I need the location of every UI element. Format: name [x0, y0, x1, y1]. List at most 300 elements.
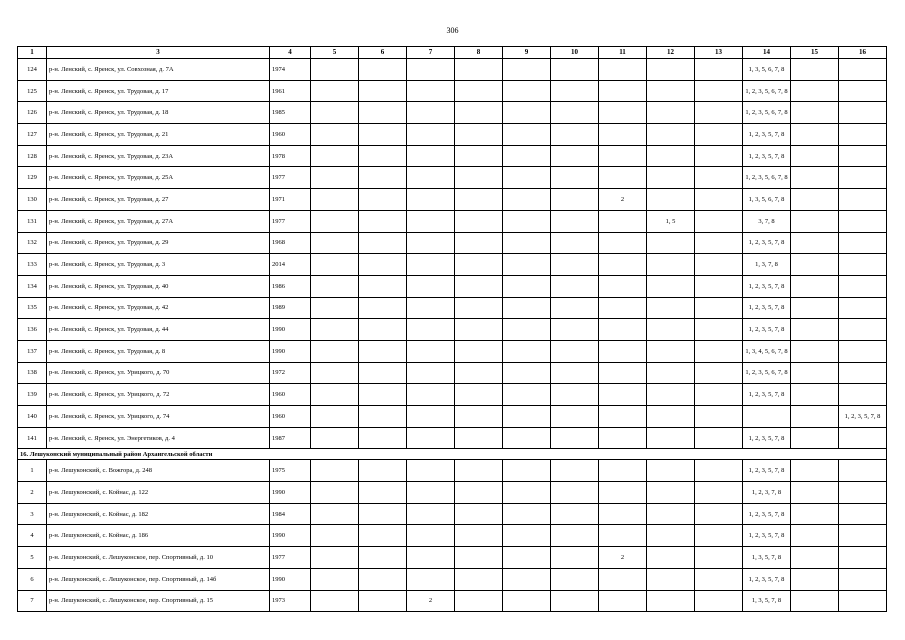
cell-c7 [407, 340, 455, 362]
row-number: 3 [18, 503, 47, 525]
cell-c13 [695, 406, 743, 428]
year-cell: 1973 [270, 590, 311, 612]
cell-c14: 1, 2, 3, 5, 6, 7, 8 [743, 362, 791, 384]
cell-c5 [311, 59, 359, 81]
cell-c14: 1, 3, 7, 8 [743, 254, 791, 276]
cell-c5 [311, 460, 359, 482]
cell-c7 [407, 124, 455, 146]
column-header: 16 [839, 47, 887, 59]
cell-c14: 1, 2, 3, 5, 6, 7, 8 [743, 167, 791, 189]
cell-c7 [407, 210, 455, 232]
address-cell: р-н. Лешуконский, с. Койнас, д. 122 [47, 482, 270, 504]
cell-c12 [647, 167, 695, 189]
cell-c9 [503, 427, 551, 449]
cell-c8 [455, 525, 503, 547]
cell-c6 [359, 124, 407, 146]
cell-c7 [407, 275, 455, 297]
cell-c11 [599, 80, 647, 102]
address-cell: р-н. Ленский, с. Яренск, ул. Трудовая, д. 27А [47, 210, 270, 232]
cell-c13 [695, 145, 743, 167]
cell-c7 [407, 59, 455, 81]
cell-c11 [599, 590, 647, 612]
cell-c9 [503, 525, 551, 547]
cell-c14: 1, 3, 5, 7, 8 [743, 590, 791, 612]
cell-c6 [359, 482, 407, 504]
row-number: 5 [18, 547, 47, 569]
cell-c11 [599, 568, 647, 590]
year-cell: 1990 [270, 340, 311, 362]
cell-c16 [839, 340, 887, 362]
cell-c10 [551, 297, 599, 319]
column-header: 7 [407, 47, 455, 59]
table-row [18, 297, 887, 319]
cell-c14: 1, 2, 3, 5, 6, 7, 8 [743, 102, 791, 124]
cell-c14: 1, 2, 3, 5, 7, 8 [743, 232, 791, 254]
row-number: 131 [18, 210, 47, 232]
cell-c10 [551, 145, 599, 167]
cell-c14: 3, 7, 8 [743, 210, 791, 232]
cell-c10 [551, 568, 599, 590]
cell-c15 [791, 547, 839, 569]
cell-c16 [839, 362, 887, 384]
cell-c13 [695, 167, 743, 189]
cell-c6 [359, 406, 407, 428]
table-row [18, 124, 887, 146]
cell-c15 [791, 254, 839, 276]
cell-c7: 2 [407, 590, 455, 612]
cell-c8 [455, 102, 503, 124]
cell-c6 [359, 275, 407, 297]
cell-c15 [791, 362, 839, 384]
cell-c15 [791, 124, 839, 146]
cell-c16 [839, 319, 887, 341]
cell-c15 [791, 568, 839, 590]
cell-c12 [647, 503, 695, 525]
cell-c12 [647, 275, 695, 297]
cell-c8 [455, 145, 503, 167]
table-body-lensky [18, 59, 887, 449]
row-number: 130 [18, 189, 47, 211]
cell-c14: 1, 2, 3, 5, 6, 7, 8 [743, 80, 791, 102]
cell-c15 [791, 525, 839, 547]
cell-c6 [359, 80, 407, 102]
cell-c8 [455, 59, 503, 81]
cell-c9 [503, 297, 551, 319]
cell-c15 [791, 145, 839, 167]
cell-c15 [791, 210, 839, 232]
address-cell: р-н. Ленский, с. Яренск, ул. Трудовая, д. 23А [47, 145, 270, 167]
cell-c5 [311, 482, 359, 504]
year-cell: 1960 [270, 124, 311, 146]
cell-c8 [455, 427, 503, 449]
cell-c7 [407, 319, 455, 341]
cell-c9 [503, 568, 551, 590]
cell-c12 [647, 189, 695, 211]
column-header: 3 [47, 47, 270, 59]
cell-c15 [791, 275, 839, 297]
cell-c11 [599, 275, 647, 297]
cell-c14: 1, 3, 4, 5, 6, 7, 8 [743, 340, 791, 362]
cell-c5 [311, 340, 359, 362]
cell-c10 [551, 482, 599, 504]
cell-c14: 1, 3, 5, 6, 7, 8 [743, 189, 791, 211]
cell-c9 [503, 254, 551, 276]
cell-c11 [599, 525, 647, 547]
cell-c13 [695, 189, 743, 211]
year-cell: 1961 [270, 80, 311, 102]
cell-c5 [311, 145, 359, 167]
row-number: 137 [18, 340, 47, 362]
row-number: 139 [18, 384, 47, 406]
cell-c6 [359, 59, 407, 81]
cell-c9 [503, 189, 551, 211]
cell-c6 [359, 297, 407, 319]
cell-c11 [599, 297, 647, 319]
cell-c9 [503, 384, 551, 406]
cell-c6 [359, 460, 407, 482]
cell-c12 [647, 297, 695, 319]
cell-c9 [503, 102, 551, 124]
cell-c15 [791, 297, 839, 319]
cell-c6 [359, 384, 407, 406]
address-cell: р-н. Ленский, с. Яренск, ул. Урицкого, д. 70 [47, 362, 270, 384]
address-cell: р-н. Ленский, с. Яренск, ул. Трудовая, д. 40 [47, 275, 270, 297]
table-row [18, 384, 887, 406]
cell-c8 [455, 124, 503, 146]
cell-c14: 1, 3, 5, 7, 8 [743, 547, 791, 569]
cell-c5 [311, 503, 359, 525]
cell-c11 [599, 102, 647, 124]
year-cell: 1972 [270, 362, 311, 384]
header-row [18, 47, 887, 59]
cell-c12 [647, 254, 695, 276]
cell-c14: 1, 2, 3, 5, 7, 8 [743, 124, 791, 146]
cell-c10 [551, 189, 599, 211]
cell-c5 [311, 232, 359, 254]
cell-c16 [839, 525, 887, 547]
cell-c11 [599, 59, 647, 81]
cell-c16 [839, 568, 887, 590]
cell-c10 [551, 102, 599, 124]
cell-c10 [551, 210, 599, 232]
cell-c6 [359, 568, 407, 590]
cell-c12 [647, 232, 695, 254]
cell-c12 [647, 80, 695, 102]
cell-c11 [599, 340, 647, 362]
table-row [18, 102, 887, 124]
year-cell: 1986 [270, 275, 311, 297]
column-header: 13 [695, 47, 743, 59]
cell-c16 [839, 102, 887, 124]
row-number: 4 [18, 525, 47, 547]
cell-c8 [455, 503, 503, 525]
cell-c9 [503, 406, 551, 428]
cell-c15 [791, 384, 839, 406]
cell-c7 [407, 460, 455, 482]
cell-c12 [647, 384, 695, 406]
cell-c7 [407, 102, 455, 124]
cell-c14: 1, 3, 5, 6, 7, 8 [743, 59, 791, 81]
cell-c13 [695, 275, 743, 297]
cell-c15 [791, 102, 839, 124]
cell-c10 [551, 406, 599, 428]
address-cell: р-н. Ленский, с. Яренск, ул. Урицкого, д. 74 [47, 406, 270, 428]
cell-c15 [791, 340, 839, 362]
cell-c11 [599, 319, 647, 341]
cell-c13 [695, 124, 743, 146]
column-header: 12 [647, 47, 695, 59]
table-row [18, 482, 887, 504]
cell-c12 [647, 568, 695, 590]
address-cell: р-н. Ленский, с. Яренск, ул. Трудовая, д. 21 [47, 124, 270, 146]
cell-c13 [695, 80, 743, 102]
table-row [18, 232, 887, 254]
cell-c8 [455, 167, 503, 189]
cell-c14: 1, 2, 3, 5, 7, 8 [743, 427, 791, 449]
row-number: 136 [18, 319, 47, 341]
cell-c10 [551, 167, 599, 189]
table-row [18, 210, 887, 232]
cell-c8 [455, 590, 503, 612]
cell-c14: 1, 2, 3, 5, 7, 8 [743, 275, 791, 297]
cell-c12 [647, 525, 695, 547]
address-cell: р-н. Ленский, с. Яренск, ул. Совхозная, д. 7А [47, 59, 270, 81]
cell-c9 [503, 210, 551, 232]
year-cell: 1990 [270, 319, 311, 341]
cell-c16 [839, 210, 887, 232]
cell-c5 [311, 362, 359, 384]
row-number: 125 [18, 80, 47, 102]
cell-c16 [839, 297, 887, 319]
cell-c12 [647, 59, 695, 81]
cell-c6 [359, 210, 407, 232]
cell-c6 [359, 362, 407, 384]
cell-c7 [407, 167, 455, 189]
cell-c12 [647, 427, 695, 449]
year-cell: 1990 [270, 482, 311, 504]
cell-c15 [791, 59, 839, 81]
cell-c14: 1, 2, 3, 5, 7, 8 [743, 525, 791, 547]
column-header: 9 [503, 47, 551, 59]
cell-c9 [503, 362, 551, 384]
table-row [18, 460, 887, 482]
year-cell: 1985 [270, 102, 311, 124]
section-title: 16. Лешуконский муниципальный район Архангельской области [18, 449, 887, 460]
cell-c7 [407, 384, 455, 406]
cell-c12 [647, 102, 695, 124]
cell-c11 [599, 167, 647, 189]
cell-c10 [551, 590, 599, 612]
cell-c12 [647, 340, 695, 362]
year-cell: 1977 [270, 547, 311, 569]
table-row [18, 340, 887, 362]
cell-c6 [359, 590, 407, 612]
cell-c10 [551, 427, 599, 449]
year-cell: 1987 [270, 427, 311, 449]
cell-c10 [551, 503, 599, 525]
cell-c10 [551, 384, 599, 406]
cell-c16 [839, 590, 887, 612]
cell-c14: 1, 2, 3, 5, 7, 8 [743, 384, 791, 406]
cell-c15 [791, 503, 839, 525]
cell-c16 [839, 547, 887, 569]
cell-c8 [455, 460, 503, 482]
table-body-leshukonsky [18, 460, 887, 612]
section-block [18, 449, 887, 460]
address-cell: р-н. Ленский, с. Яренск, ул. Трудовая, д. 8 [47, 340, 270, 362]
cell-c13 [695, 210, 743, 232]
cell-c15 [791, 189, 839, 211]
address-cell: р-н. Лешуконский, с. Лешуконское, пер. Спортивный, д. 14б [47, 568, 270, 590]
cell-c9 [503, 482, 551, 504]
address-cell: р-н. Ленский, с. Яренск, ул. Трудовая, д. 3 [47, 254, 270, 276]
cell-c5 [311, 254, 359, 276]
cell-c5 [311, 319, 359, 341]
cell-c9 [503, 547, 551, 569]
year-cell: 1974 [270, 59, 311, 81]
cell-c12 [647, 406, 695, 428]
cell-c13 [695, 503, 743, 525]
row-number: 132 [18, 232, 47, 254]
column-header: 6 [359, 47, 407, 59]
cell-c8 [455, 340, 503, 362]
column-header: 10 [551, 47, 599, 59]
cell-c10 [551, 124, 599, 146]
table-row [18, 547, 887, 569]
column-header: 1 [18, 47, 47, 59]
address-cell: р-н. Ленский, с. Яренск, ул. Трудовая, д. 27 [47, 189, 270, 211]
address-cell: р-н. Ленский, с. Яренск, ул. Энергетиков, д. 4 [47, 427, 270, 449]
cell-c11 [599, 254, 647, 276]
cell-c6 [359, 145, 407, 167]
cell-c10 [551, 460, 599, 482]
cell-c16 [839, 275, 887, 297]
cell-c9 [503, 145, 551, 167]
cell-c8 [455, 482, 503, 504]
cell-c13 [695, 340, 743, 362]
cell-c5 [311, 189, 359, 211]
row-number: 124 [18, 59, 47, 81]
cell-c6 [359, 102, 407, 124]
cell-c5 [311, 102, 359, 124]
cell-c16 [839, 254, 887, 276]
cell-c8 [455, 568, 503, 590]
cell-c7 [407, 80, 455, 102]
cell-c14: 1, 2, 3, 5, 7, 8 [743, 319, 791, 341]
cell-c16 [839, 145, 887, 167]
cell-c15 [791, 319, 839, 341]
cell-c6 [359, 503, 407, 525]
cell-c12 [647, 145, 695, 167]
cell-c7 [407, 406, 455, 428]
year-cell: 1984 [270, 503, 311, 525]
address-cell: р-н. Лешуконский, с. Вожгора, д. 248 [47, 460, 270, 482]
cell-c13 [695, 59, 743, 81]
page-number: 306 [446, 26, 459, 35]
cell-c9 [503, 319, 551, 341]
cell-c16 [839, 427, 887, 449]
cell-c15 [791, 427, 839, 449]
cell-c8 [455, 547, 503, 569]
section-row [18, 449, 887, 460]
cell-c9 [503, 590, 551, 612]
row-number: 135 [18, 297, 47, 319]
cell-c10 [551, 254, 599, 276]
address-cell: р-н. Ленский, с. Яренск, ул. Трудовая, д. 17 [47, 80, 270, 102]
cell-c12 [647, 319, 695, 341]
cell-c14 [743, 406, 791, 428]
cell-c11 [599, 384, 647, 406]
cell-c13 [695, 232, 743, 254]
row-number: 141 [18, 427, 47, 449]
row-number: 7 [18, 590, 47, 612]
cell-c10 [551, 59, 599, 81]
cell-c9 [503, 503, 551, 525]
cell-c13 [695, 384, 743, 406]
cell-c5 [311, 210, 359, 232]
cell-c16 [839, 124, 887, 146]
cell-c16 [839, 384, 887, 406]
cell-c6 [359, 547, 407, 569]
cell-c10 [551, 340, 599, 362]
cell-c6 [359, 427, 407, 449]
cell-c6 [359, 232, 407, 254]
cell-c9 [503, 59, 551, 81]
row-number: 134 [18, 275, 47, 297]
cell-c9 [503, 80, 551, 102]
cell-c5 [311, 547, 359, 569]
table-row [18, 254, 887, 276]
year-cell: 1968 [270, 232, 311, 254]
cell-c14: 1, 2, 3, 5, 7, 8 [743, 145, 791, 167]
cell-c10 [551, 319, 599, 341]
year-cell: 1990 [270, 568, 311, 590]
row-number: 129 [18, 167, 47, 189]
cell-c5 [311, 568, 359, 590]
cell-c16 [839, 460, 887, 482]
cell-c15 [791, 406, 839, 428]
cell-c15 [791, 167, 839, 189]
row-number: 133 [18, 254, 47, 276]
cell-c11 [599, 210, 647, 232]
table-row [18, 503, 887, 525]
cell-c11 [599, 406, 647, 428]
cell-c6 [359, 525, 407, 547]
cell-c8 [455, 232, 503, 254]
year-cell: 1960 [270, 384, 311, 406]
cell-c12 [647, 124, 695, 146]
cell-c7 [407, 254, 455, 276]
cell-c5 [311, 525, 359, 547]
cell-c7 [407, 427, 455, 449]
year-cell: 1978 [270, 145, 311, 167]
cell-c6 [359, 254, 407, 276]
table-row [18, 59, 887, 81]
cell-c9 [503, 340, 551, 362]
cell-c12 [647, 460, 695, 482]
cell-c8 [455, 275, 503, 297]
row-number: 6 [18, 568, 47, 590]
cell-c6 [359, 189, 407, 211]
table-row [18, 189, 887, 211]
cell-c8 [455, 80, 503, 102]
year-cell: 1977 [270, 167, 311, 189]
cell-c5 [311, 167, 359, 189]
cell-c13 [695, 547, 743, 569]
cell-c11 [599, 362, 647, 384]
cell-c13 [695, 568, 743, 590]
cell-c9 [503, 167, 551, 189]
